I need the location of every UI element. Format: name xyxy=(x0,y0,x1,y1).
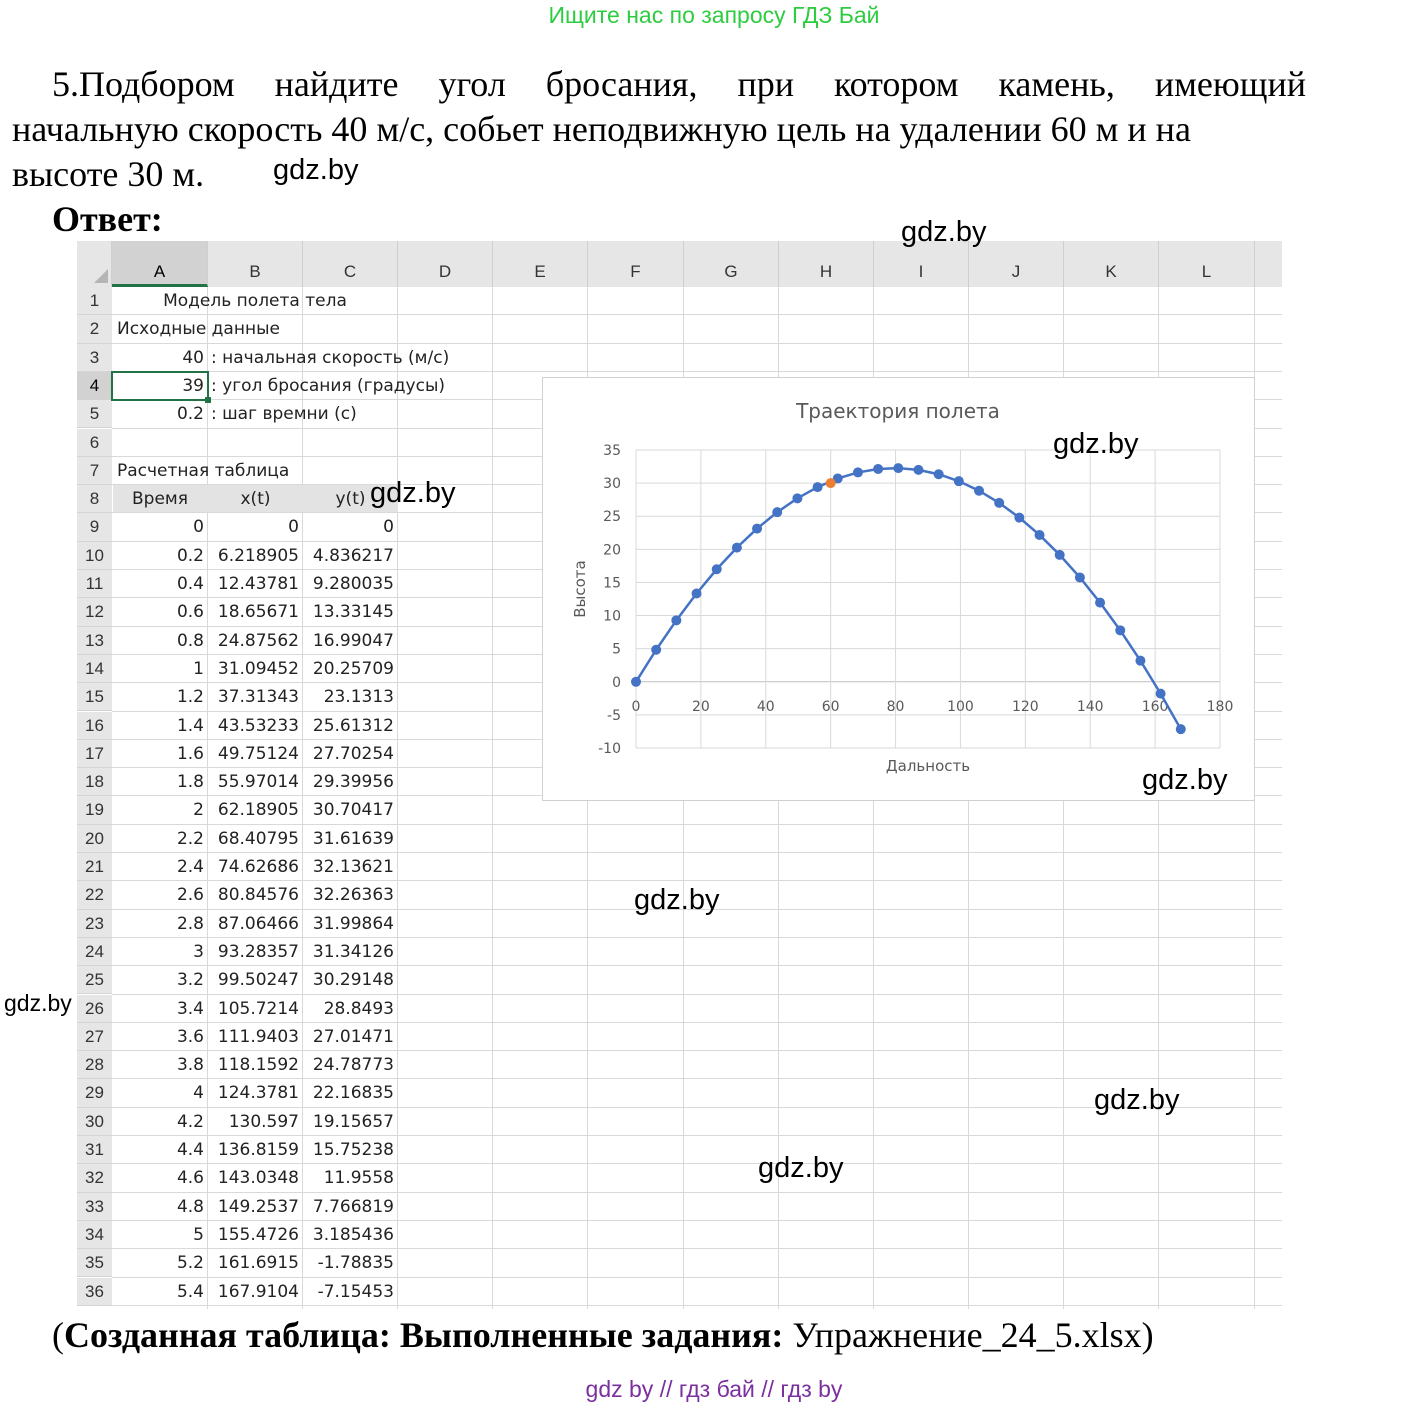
data-point xyxy=(893,463,903,473)
row-header-29[interactable]: 29 xyxy=(77,1079,112,1107)
watermark: gdz.by xyxy=(273,154,359,186)
cell-y[interactable]: 15.75238 xyxy=(312,1140,394,1160)
row-header-24[interactable]: 24 xyxy=(77,938,112,966)
row-header-17[interactable]: 17 xyxy=(77,740,112,768)
row-header-11[interactable]: 11 xyxy=(77,570,112,598)
row-header-5[interactable]: 5 xyxy=(77,400,112,428)
watermark: gdz.by xyxy=(4,990,72,1016)
cell-x[interactable]: 93.28357 xyxy=(217,941,299,962)
cell-x[interactable]: 99.50247 xyxy=(217,970,299,991)
row-header-12[interactable]: 12 xyxy=(77,598,112,626)
data-point xyxy=(631,677,641,687)
cell-time[interactable]: 2.8 xyxy=(176,913,204,934)
cell-y[interactable]: 32.13621 xyxy=(312,857,394,877)
cell-x[interactable]: 130.597 xyxy=(228,1111,299,1132)
cell-time[interactable]: 0.8 xyxy=(176,630,204,651)
column-header-g[interactable]: G xyxy=(684,241,779,287)
watermark: gdz.by xyxy=(1053,428,1139,460)
row-header-10[interactable]: 10 xyxy=(77,542,112,570)
cell-x[interactable]: 6.218905 xyxy=(217,545,299,566)
column-header-a[interactable]: A xyxy=(112,241,208,287)
cell-time[interactable]: 3 xyxy=(193,941,204,962)
fill-handle[interactable] xyxy=(205,397,211,403)
gridline-v xyxy=(397,287,398,1309)
y-tick-label: 10 xyxy=(603,608,621,625)
cell-y[interactable]: -7.15453 xyxy=(317,1281,394,1302)
data-point xyxy=(1115,625,1125,635)
cell-y[interactable]: 0 xyxy=(383,517,394,538)
row-header-13[interactable]: 13 xyxy=(77,627,112,655)
row-header-3[interactable]: 3 xyxy=(77,344,112,372)
x-tick-label: 80 xyxy=(886,698,905,715)
cell-y[interactable]: 20.25709 xyxy=(312,658,394,679)
x-tick-label: 160 xyxy=(1141,698,1169,715)
data-point xyxy=(934,469,944,479)
data-point xyxy=(1055,550,1065,560)
cell-y[interactable]: 31.34126 xyxy=(312,941,394,962)
row-header-21[interactable]: 21 xyxy=(77,853,112,881)
cell-x[interactable]: 111.9403 xyxy=(217,1026,299,1047)
watermark: gdz.by xyxy=(370,477,456,509)
row-header-25[interactable]: 25 xyxy=(77,966,112,994)
cell-x[interactable]: 149.2537 xyxy=(217,1196,299,1217)
chart-title: Траектория полета xyxy=(796,399,1000,423)
cell-x[interactable]: 87.06466 xyxy=(217,913,299,934)
task-text xyxy=(12,62,1306,197)
cell-time[interactable]: 5.4 xyxy=(176,1281,204,1302)
cell-time[interactable]: 5.2 xyxy=(176,1253,204,1274)
cell-x[interactable]: 24.87562 xyxy=(217,630,299,651)
x-axis-label: Дальность xyxy=(885,757,971,775)
row-header-15[interactable]: 15 xyxy=(77,683,112,711)
cell-x[interactable]: 0 xyxy=(288,517,299,538)
row-header-33[interactable]: 33 xyxy=(77,1193,112,1221)
x-tick-label: 60 xyxy=(821,698,840,715)
cell-time[interactable]: 1.4 xyxy=(176,715,204,736)
cell-speed-value[interactable]: 40 xyxy=(182,347,204,368)
y-tick-label: 20 xyxy=(603,542,621,559)
cell-y[interactable]: 29.39956 xyxy=(312,772,394,793)
row-header-7[interactable]: 7 xyxy=(77,457,112,485)
data-point xyxy=(772,507,782,517)
row-header-28[interactable]: 28 xyxy=(77,1051,112,1079)
chart-canvas xyxy=(543,378,1256,802)
row-header-20[interactable]: 20 xyxy=(77,825,112,853)
active-cell-selection xyxy=(111,371,209,401)
task-line-3: высоте 30 м. xyxy=(12,154,205,194)
select-all-corner[interactable] xyxy=(77,241,112,287)
column-header-c[interactable]: C xyxy=(303,241,398,287)
task-line-2: начальную скорость 40 м/с, собьет неподвижную цель на удалении 60 м и на xyxy=(12,109,1191,149)
cell-x[interactable]: 18.65671 xyxy=(217,602,299,623)
data-point xyxy=(651,645,661,655)
cell-y[interactable]: 27.70254 xyxy=(312,743,394,764)
x-tick-label: 40 xyxy=(756,698,775,715)
caption-file: Упражнение_24_5.xlsx) xyxy=(783,1315,1154,1355)
cell-time[interactable]: 0.2 xyxy=(176,545,204,566)
cell-time[interactable]: 4 xyxy=(193,1083,204,1104)
cell-time[interactable]: 3.4 xyxy=(176,998,204,1019)
cell-step-value[interactable]: 0.2 xyxy=(176,404,204,425)
footer: gdz by // гдз бай // гдз by xyxy=(585,1376,843,1402)
row-header-26[interactable]: 26 xyxy=(77,995,112,1023)
cell-time[interactable]: 2.4 xyxy=(176,857,204,877)
cell-x[interactable]: 74.62686 xyxy=(217,857,299,877)
cell-time[interactable]: 4.6 xyxy=(176,1168,204,1189)
cell-y[interactable]: 16.99047 xyxy=(312,630,394,651)
data-point xyxy=(1075,572,1085,582)
column-header-i[interactable]: I xyxy=(874,241,969,287)
y-tick-label: 15 xyxy=(603,575,621,592)
row-header-22[interactable]: 22 xyxy=(77,881,112,909)
cell-header-y[interactable]: y(t) xyxy=(335,489,366,510)
row-header-30[interactable]: 30 xyxy=(77,1108,112,1136)
cell-time[interactable]: 3.2 xyxy=(176,970,204,991)
cell-x[interactable]: 155.4726 xyxy=(217,1224,299,1245)
cell-x[interactable]: 167.9104 xyxy=(217,1281,299,1302)
data-point xyxy=(692,588,702,598)
cell-time[interactable]: 2.6 xyxy=(176,885,204,906)
cell-y[interactable]: 31.99864 xyxy=(312,913,394,934)
row-header-14[interactable]: 14 xyxy=(77,655,112,683)
watermark: gdz.by xyxy=(634,884,720,916)
cell-y[interactable]: 3.185436 xyxy=(312,1224,394,1245)
column-header-l[interactable]: L xyxy=(1159,241,1255,287)
cell-header-x[interactable]: x(t) xyxy=(240,489,271,510)
data-point xyxy=(954,476,964,486)
cell-x[interactable]: 80.84576 xyxy=(217,885,299,906)
cell-time[interactable]: 5 xyxy=(193,1224,204,1245)
cell-y[interactable]: 24.78773 xyxy=(312,1055,394,1076)
cell-y[interactable]: 19.15657 xyxy=(312,1111,394,1132)
cell-time[interactable]: 3.6 xyxy=(176,1026,204,1047)
x-tick-label: 180 xyxy=(1206,698,1234,715)
row-header-4[interactable]: 4 xyxy=(77,372,112,400)
data-point xyxy=(1135,656,1145,666)
watermark: gdz.by xyxy=(901,216,987,248)
data-point xyxy=(732,543,742,553)
top-banner: Ищите нас по запросу ГДЗ Бай xyxy=(548,2,880,28)
cell-y[interactable]: 25.61312 xyxy=(312,715,394,736)
cell-time[interactable]: 4.8 xyxy=(176,1196,204,1217)
cell-time[interactable]: 0 xyxy=(193,517,204,538)
caption-open: ( xyxy=(52,1315,64,1355)
row-header-31[interactable]: 31 xyxy=(77,1136,112,1164)
cell-calc-header[interactable]: Расчетная таблица xyxy=(117,460,290,481)
cell-y[interactable]: 32.26363 xyxy=(312,885,394,906)
data-point xyxy=(913,465,923,475)
cell-time[interactable]: 0.6 xyxy=(176,602,204,623)
cell-time[interactable]: 4.4 xyxy=(176,1140,204,1160)
y-tick-label: 30 xyxy=(603,476,621,493)
data-point xyxy=(1176,724,1186,734)
gridline-v xyxy=(492,287,493,1309)
cell-x[interactable]: 124.3781 xyxy=(217,1083,299,1104)
row-header-16[interactable]: 16 xyxy=(77,712,112,740)
cell-y[interactable]: 27.01471 xyxy=(312,1026,394,1047)
row-header-35[interactable]: 35 xyxy=(77,1249,112,1277)
cell-y[interactable]: 4.836217 xyxy=(312,545,394,566)
column-header-e[interactable]: E xyxy=(493,241,588,287)
cell-x[interactable]: 143.0348 xyxy=(217,1168,299,1189)
data-point xyxy=(752,524,762,534)
cell-x[interactable]: 105.7214 xyxy=(217,998,299,1019)
column-header-k[interactable]: K xyxy=(1064,241,1159,287)
cell-angle-value[interactable]: 39 xyxy=(182,375,204,396)
cell-time[interactable]: 1.6 xyxy=(176,743,204,764)
data-point xyxy=(873,464,883,474)
cell-x[interactable]: 55.97014 xyxy=(217,772,299,793)
target-point xyxy=(826,478,836,488)
column-header-h[interactable]: H xyxy=(779,241,874,287)
cell-x[interactable]: 68.40795 xyxy=(217,828,299,849)
cell-time[interactable]: 1.2 xyxy=(176,687,204,708)
cell-x[interactable]: 12.43781 xyxy=(217,574,299,594)
cell-x[interactable]: 43.53233 xyxy=(217,715,299,736)
cell-y[interactable]: 22.16835 xyxy=(312,1083,394,1104)
data-point xyxy=(1156,689,1166,699)
column-header-bar xyxy=(77,241,1282,287)
x-tick-label: 100 xyxy=(947,698,974,715)
cell-header-time[interactable]: Время xyxy=(132,489,188,510)
cell-x[interactable]: 31.09452 xyxy=(217,658,299,679)
row-header-6[interactable]: 6 xyxy=(77,429,112,457)
row-header-27[interactable]: 27 xyxy=(77,1023,112,1051)
cell-x[interactable]: 136.8159 xyxy=(217,1140,299,1160)
watermark: gdz.by xyxy=(1142,764,1228,796)
cell-step-label[interactable]: : шаг времни (с) xyxy=(211,404,357,425)
cell-y[interactable]: 11.9558 xyxy=(323,1168,394,1189)
cell-time[interactable]: 2 xyxy=(193,800,204,821)
cell-x[interactable]: 161.6915 xyxy=(217,1253,299,1274)
cell-y[interactable]: 31.61639 xyxy=(312,828,394,849)
data-point xyxy=(1035,530,1045,540)
data-point xyxy=(813,482,823,492)
data-point xyxy=(1095,598,1105,608)
y-tick-label: -5 xyxy=(607,707,621,724)
row-header-32[interactable]: 32 xyxy=(77,1164,112,1192)
cell-y[interactable]: 28.8493 xyxy=(323,998,394,1019)
y-axis-label: Высота xyxy=(571,560,589,618)
y-tick-label: 0 xyxy=(612,674,621,691)
column-header-j[interactable]: J xyxy=(969,241,1064,287)
y-tick-label: 25 xyxy=(603,509,621,526)
cell-y[interactable]: -1.78835 xyxy=(317,1253,394,1274)
cell-speed-label[interactable]: : начальная скорость (м/с) xyxy=(211,347,450,368)
cell-y[interactable]: 30.70417 xyxy=(312,800,394,821)
caption-bold: Созданная таблица: Выполненные задания: xyxy=(64,1315,784,1355)
cell-angle-label[interactable]: : угол бросания (градусы) xyxy=(211,375,446,396)
x-tick-label: 0 xyxy=(631,698,641,715)
data-point xyxy=(974,486,984,496)
caption xyxy=(52,1312,1154,1358)
row-header-8[interactable]: 8 xyxy=(77,485,112,513)
cell-x[interactable]: 62.18905 xyxy=(217,800,299,821)
row-header-19[interactable]: 19 xyxy=(77,796,112,824)
column-header-f[interactable]: F xyxy=(588,241,684,287)
row-header-9[interactable]: 9 xyxy=(77,513,112,541)
cell-y[interactable]: 9.280035 xyxy=(312,574,394,594)
cell-y[interactable]: 13.33145 xyxy=(312,602,394,623)
row-header-34[interactable]: 34 xyxy=(77,1221,112,1249)
cell-title[interactable]: Модель полета тела xyxy=(163,291,347,311)
row-header-2[interactable]: 2 xyxy=(77,315,112,343)
row-header-1[interactable]: 1 xyxy=(77,287,112,315)
column-header-d[interactable]: D xyxy=(398,241,493,287)
cell-x[interactable]: 37.31343 xyxy=(217,687,299,708)
y-tick-label: 35 xyxy=(603,443,621,459)
x-tick-label: 140 xyxy=(1076,698,1104,715)
cell-x[interactable]: 118.1592 xyxy=(217,1055,299,1076)
cell-time[interactable]: 2.2 xyxy=(176,828,204,849)
data-point xyxy=(994,498,1004,508)
data-point xyxy=(671,615,681,625)
x-tick-label: 120 xyxy=(1011,698,1039,715)
cell-time[interactable]: 4.2 xyxy=(176,1111,204,1132)
answer-label: Ответ: xyxy=(52,199,163,239)
cell-input-header[interactable]: Исходные данные xyxy=(117,319,280,340)
row-header-18[interactable]: 18 xyxy=(77,768,112,796)
x-tick-label: 20 xyxy=(691,698,710,715)
task-line-1: 5.Подбором найдите угол бросания, при котором камень, имеющий xyxy=(52,64,1306,104)
watermark: gdz.by xyxy=(758,1152,844,1184)
cell-y[interactable]: 23.1313 xyxy=(323,687,394,708)
cell-y[interactable]: 7.766819 xyxy=(312,1196,394,1217)
trajectory-chart[interactable] xyxy=(542,377,1255,801)
row-header-36[interactable]: 36 xyxy=(77,1278,112,1306)
data-point xyxy=(1014,513,1024,523)
data-point xyxy=(853,467,863,477)
y-tick-label: 5 xyxy=(612,641,621,658)
cell-y[interactable]: 30.29148 xyxy=(312,970,394,991)
data-point xyxy=(712,564,722,574)
cell-time[interactable]: 1.8 xyxy=(176,772,204,793)
cell-time[interactable]: 1 xyxy=(193,658,204,679)
data-point xyxy=(792,493,802,503)
column-header-b[interactable]: B xyxy=(208,241,303,287)
cell-time[interactable]: 0.4 xyxy=(176,574,204,594)
cell-time[interactable]: 3.8 xyxy=(176,1055,204,1076)
watermark: gdz.by xyxy=(1094,1084,1180,1116)
cell-x[interactable]: 49.75124 xyxy=(217,743,299,764)
y-tick-label: -10 xyxy=(598,741,621,757)
row-header-23[interactable]: 23 xyxy=(77,910,112,938)
